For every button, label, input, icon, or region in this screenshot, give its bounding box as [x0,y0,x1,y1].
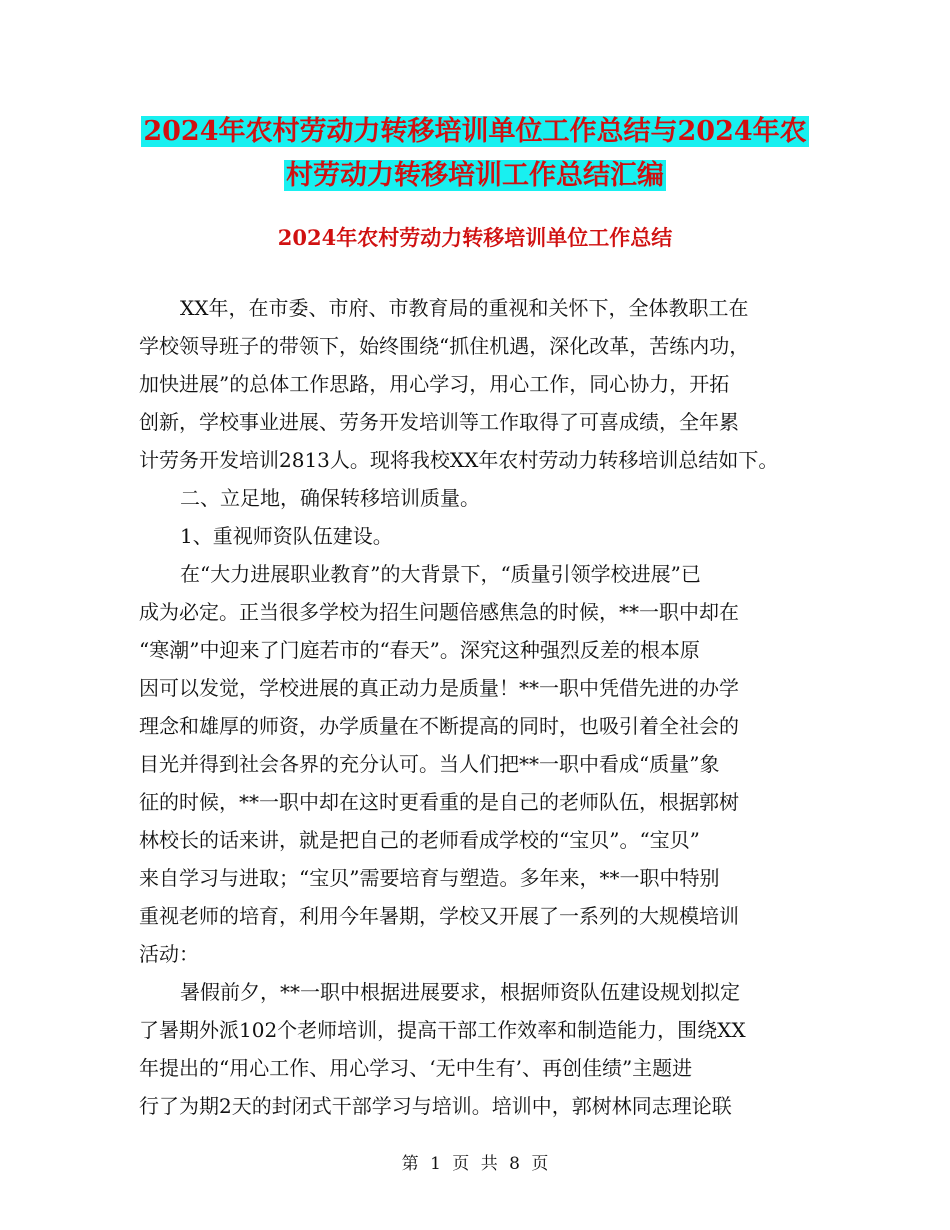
body-line: 暑假前夕，**一职中根据进展要求，根据师资队伍建设规划拟定 [180,980,740,1004]
body-line: XX年，在市委、市府、市教育局的重视和关怀下，全体教职工在 [180,296,749,320]
section-title: 2024年农村劳动力转移培训单位工作总结 [277,225,673,250]
body-line: 了暑期外派102个老师培训，提高干部工作效率和制造能力，围绕XX [139,1018,746,1042]
main-title-line-1 [0,110,950,154]
main-title-line-2-text: 村劳动力转移培训工作总结汇编 [286,160,664,191]
body-line: 林校长的话来讲，就是把自己的老师看成学校的“宝贝”。“宝贝” [139,828,700,852]
body-line: 在“大力进展职业教育”的大背景下，“质量引领学校进展”已 [180,562,701,586]
main-title-line-2 [0,154,950,198]
body-line: 来自学习与进取；“宝贝”需要培育与塑造。多年来，**一职中特别 [139,866,720,890]
body-line: 创新，学校事业进展、劳务开发培训等工作取得了可喜成绩，全年累 [139,410,739,434]
body-line: 活动： [139,942,199,966]
body-line: 二、立足地，确保转移培训质量。 [180,486,480,510]
body-line: 学校领导班子的带领下，始终围绕“抓住机遇，深化改革，苦练内功， [139,334,750,358]
body-line: 征的时候，**一职中却在这时更看重的是自己的老师队伍，根据郭树 [139,790,739,814]
body-line: 因可以发觉，学校进展的真正动力是质量！**一职中凭借先进的办学 [139,676,739,700]
page-footer: 第 1 页 共 8 页 [401,1154,549,1174]
body-line: 重视老师的培育，利用今年暑期，学校又开展了一系列的大规模培训 [139,904,739,928]
body-line: 加快进展”的总体工作思路，用心学习，用心工作，同心协力，开拓 [139,372,730,396]
main-title-line-1-text: 2024年农村劳动力转移培训单位工作总结与2024年农 [143,116,807,147]
body-line: 1、重视师资队伍建设。 [180,524,393,548]
body-line: 计劳务开发培训2813人。现将我校XX年农村劳动力转移培训总结如下。 [139,448,779,472]
body-line: 成为必定。正当很多学校为招生问题倍感焦急的时候，**一职中却在 [139,600,739,624]
body-line: 年提出的“用心工作、用心学习、‘无中生有’、再创佳绩”主题进 [139,1056,693,1080]
body-line: 行了为期2天的封闭式干部学习与培训。培训中，郭树林同志理论联 [139,1094,732,1118]
body-line: “寒潮”中迎来了门庭若市的“春天”。深究这种强烈反差的根本原 [139,638,700,662]
body-line: 理念和雄厚的师资，办学质量在不断提高的同时，也吸引着全社会的 [139,714,739,738]
body-line: 目光并得到社会各界的充分认可。当人们把**一职中看成“质量”象 [139,752,720,776]
